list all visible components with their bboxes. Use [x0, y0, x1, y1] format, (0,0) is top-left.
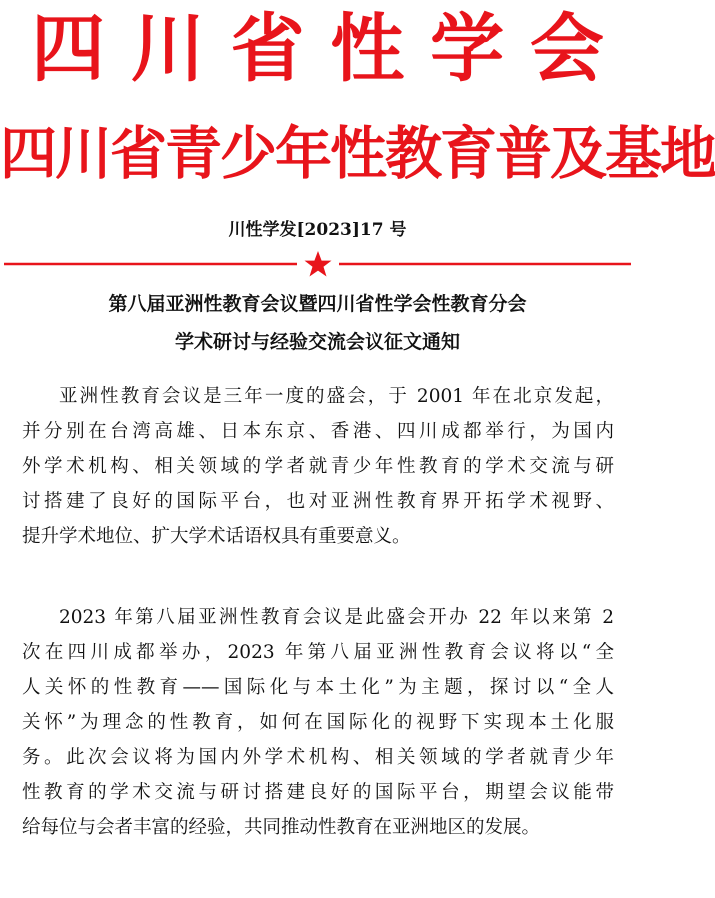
red-divider-with-star	[0, 248, 635, 278]
paragraph-line: 人关怀的性教育——国际化与本土化”为主题，探讨以“全人	[22, 677, 614, 698]
paragraph-line: 给每位与会者丰富的经验，共同推动性教育在亚洲地区的发展。	[22, 817, 541, 838]
notice-title-line-1: 第八届亚洲性教育会议暨四川省性学会性教育分会	[108, 293, 527, 315]
paragraph-line: 提升学术地位、扩大学术话语权具有重要意义。	[22, 526, 411, 547]
body-paragraph-2	[22, 600, 614, 845]
document-number: 川性学发[2023]17 号	[228, 220, 407, 240]
paragraph-line: 讨搭建了良好的国际平台，也对亚洲性教育界开拓学术视野、	[22, 491, 614, 512]
star-icon	[305, 251, 332, 277]
paragraph-line: 性教育的学术交流与研讨搭建良好的国际平台，期望会议能带	[22, 782, 614, 803]
paragraph-line: 外学术机构、相关领域的学者就青少年性教育的学术交流与研	[22, 456, 614, 477]
notice-title-line-2: 学术研讨与经验交流会议征文通知	[174, 331, 460, 353]
paragraph-line: 2023 年第八届亚洲性教育会议是此盛会开办 22 年以来第 2	[59, 607, 614, 628]
paragraph-line: 次在四川成都举办，2023 年第八届亚洲性教育会议将以“全	[22, 642, 614, 663]
paragraph-line: 关怀”为理念的性教育，如何在国际化的视野下实现本土化服	[22, 712, 614, 733]
paragraph-line: 并分别在台湾高雄、日本东京、香港、四川成都举行，为国内	[22, 421, 614, 442]
paragraph-line: 亚洲性教育会议是三年一度的盛会，于 2001 年在北京发起，	[59, 386, 614, 407]
issuer-subtitle: 四川省青少年性教育普及基地	[0, 121, 715, 187]
issuer-name: 四 川 省 性 学 会	[31, 6, 604, 92]
paragraph-line: 务。此次会议将为国内外学术机构、相关领域的学者就青少年	[22, 747, 614, 768]
body-paragraph-1	[22, 379, 614, 554]
